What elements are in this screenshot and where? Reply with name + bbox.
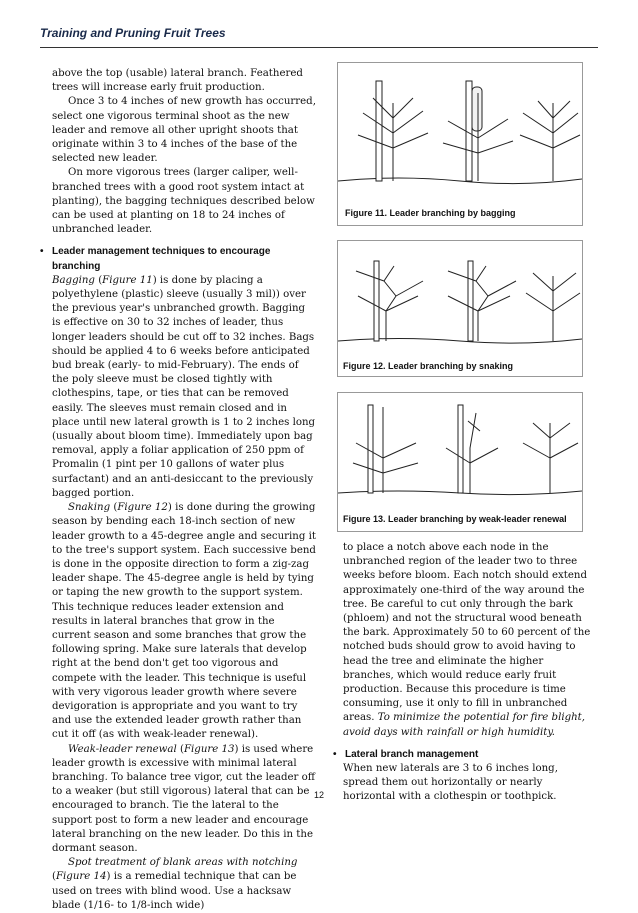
figure-13-illustration bbox=[338, 393, 582, 531]
bagging-text: is done by placing a polyethylene (plastic) sleeve (usually 3 mil)) over the previous year's unbranched growth. Bagging is effective on 30 to 32 inches of leader, thus longer leaders should be cut off to 32 inches. Bags should be applied 4 to 6 weeks before anticipated bud break (early- to mid-February). The ends of the poly sleeve must be closed tightly with clothespins, tape, or ties that can be removed easily. The sleeves must remain closed and in place until new lateral growth is 1 to 2 inches long (usually about bloom time). Immediately upon bag removal, apply a foliar application of 250 ppm of Promalin (1 pint per 10 gallons of water plus surfactant) and an anti-desiccant to the previously bagged portion. bbox=[52, 274, 316, 499]
bagging-term: Bagging bbox=[52, 274, 95, 286]
figure-11-illustration bbox=[338, 63, 582, 225]
figure-12-post-2 bbox=[468, 261, 473, 341]
running-header: Training and Pruning Fruit Trees bbox=[40, 26, 226, 40]
bullet-lateral-branch bbox=[333, 748, 591, 762]
figure-11-tree-2 bbox=[443, 93, 513, 181]
figure-12-tree-1 bbox=[356, 266, 423, 341]
bullet-leader-management bbox=[40, 245, 316, 273]
figure-13-tree-1 bbox=[353, 407, 418, 493]
header-rule bbox=[40, 47, 598, 48]
figure-13-tree-3 bbox=[523, 423, 578, 493]
figure-11-bag bbox=[472, 87, 482, 131]
figure-11-tree-3 bbox=[520, 101, 580, 181]
left-column bbox=[40, 67, 316, 913]
snaking-term: Snaking bbox=[68, 502, 111, 514]
spot-treatment-text: is a remedial technique that can be used on trees with blind wood. Use a hacksaw blade (1/16- to 1/8-inch wide) bbox=[52, 871, 297, 911]
figure-11-frame bbox=[337, 62, 583, 226]
page-number: 12 bbox=[313, 790, 324, 800]
paragraph-snaking: Snaking (Figure 12) is done during the growing season by bending each 18-inch section of new leader growth to a 45-degree angle and securing it to the tree's support system. Each successive bend is done in the opposite direction to form a zig-zag leader shape. The 45-degree angle is held by tying or taping the new growth to the support system. This technique reduces leader extension and results in lateral branches that grow in the current season and some branches that grow the following spring. Make sure laterals that develop right at the bend don't get too vigorous and compete with the leader. This technique is useful with very vigorous leader growth where severe devigoration is appropriate and you want to try and use the extended leader growth rather than cut it off (as with weak-leader renewal). bbox=[52, 502, 316, 741]
paragraph-notching bbox=[333, 541, 591, 740]
figure-11-post-2 bbox=[466, 81, 472, 181]
snaking-figure-ref: Figure 12 bbox=[117, 502, 168, 514]
notching-text: to place a notch above each node in the unbranched region of the leader two to three weeks before bloom. Each notch should extend approximately one-third of the way around the tree. Be careful to cut only through the bark (phloem) and not the structural wood beneath the bark. Approximately 50 to 60 percent of the notched buds should grow to avoid having to head the tree and eliminate the higher branches, which would reduce early fruit production. Because this procedure is time consuming, use it only to fill in unbranched areas. bbox=[343, 542, 591, 724]
figure-12-tree-2 bbox=[448, 266, 516, 341]
figure-12-post-1 bbox=[374, 261, 379, 341]
paragraph-weak-leader: Weak-leader renewal (Figure 13) is used where leader growth is excessive with minimal lateral branching. To balance tree vigor, cut the leader off to a weaker (but still vigorous) lateral that can be encouraged to branch. Tie the lateral to the support post to form a new leader and encourage lateral branching on the new leader. Do this in the dormant season. bbox=[52, 743, 316, 854]
figure-11-tree-1 bbox=[358, 98, 428, 181]
paragraph-lateral: When new laterals are 3 to 6 inches long, spread them out horizontally or nearly horizontal with a clothespin or toothpick. bbox=[343, 763, 558, 803]
figure-11-post-1 bbox=[376, 81, 382, 181]
spot-treatment-figure-ref: Figure 14 bbox=[55, 871, 107, 883]
paragraph-spot-treatment: Spot treatment of blank areas with notching (Figure 14) is a remedial technique that can be used on trees with blind wood. Use a hacksaw blade (1/16- to 1/8-inch wide) bbox=[52, 857, 298, 911]
figure-13-post-1 bbox=[368, 405, 373, 493]
spot-treatment-term: Spot treatment of blank areas with notching bbox=[68, 857, 298, 869]
weak-leader-text: is used where leader growth is excessive with minimal lateral branching. To balance tree vigor, cut the leader off to a weaker (but still vigorous) lateral that can be encouraged to branch. Tie the lateral to the support post to form a new leader and encourage lateral branching on the new leader. Do this in the dormant season. bbox=[52, 743, 316, 854]
bullet-leader-management-text: Leader management techniques to encourage branching bbox=[52, 246, 271, 272]
figure-11-caption: Figure 11. Leader branching by bagging bbox=[345, 208, 516, 218]
figure-13-post-2 bbox=[458, 405, 463, 493]
paragraph-bagging: Bagging (Figure 11) is done by placing a polyethylene (plastic) sleeve (usually 3 mil)) over the previous year's unbranched growth. Bagging is effective on 30 to 32 inches of leader, thus longer leaders should be cut off to 32 inches. Bags should be applied 4 to 6 weeks before anticipated bud break (early- to mid-February). The ends of the poly sleeve must be closed tightly with clothespins, tape, or ties that can be removed easily. The sleeves must remain closed and in place until new lateral growth is 1 to 2 inches long (usually about bloom time). Immediately upon bag removal, apply a foliar application of 250 ppm of Promalin (1 pint per 10 gallons of water plus surfactant) and an anti-desiccant to the previously bagged portion. bbox=[52, 274, 316, 499]
paragraph-terminal-shoot: Once 3 to 4 inches of new growth has occurred, select one vigorous terminal shoot as the new leader and remove all other upright shoots that originate within 3 to 4 inches of the base of the selected new leader. bbox=[52, 96, 316, 165]
figure-13-caption: Figure 13. Leader branching by weak-leader renewal bbox=[343, 514, 567, 524]
paragraph-vigorous-trees: On more vigorous trees (larger caliper, well-branched trees with a good root system intact at planting), the bagging techniques described below can be used at planting on 18 to 24 inches of unbranched leader. bbox=[52, 167, 315, 236]
paragraph-feathered: above the top (usable) lateral branch. Feathered trees will increase early fruit production. bbox=[52, 68, 303, 94]
figure-12-caption: Figure 12. Leader branching by snaking bbox=[343, 361, 514, 371]
figure-13-tree-2 bbox=[446, 413, 498, 493]
figure-11-ground bbox=[338, 178, 582, 184]
bullet-lateral-branch-text: Lateral branch management bbox=[345, 748, 479, 760]
fire-blight-note: To minimize the potential for fire blight, avoid days with rainfall or high humidity. bbox=[343, 712, 586, 738]
bagging-figure-ref: Figure 11 bbox=[102, 274, 153, 286]
figure-12-tree-3 bbox=[526, 273, 580, 341]
figure-13-frame bbox=[337, 392, 583, 532]
right-column bbox=[333, 541, 591, 805]
weak-leader-figure-ref: Figure 13 bbox=[183, 743, 235, 755]
figure-12-illustration bbox=[338, 241, 582, 376]
figure-12-frame bbox=[337, 240, 583, 377]
weak-leader-term: Weak-leader renewal bbox=[68, 743, 177, 755]
snaking-text: is done during the growing season by bending each 18-inch section of new leader growth to a 45-degree angle and securing it to the tree's support system. Each successive bend is done in the opposite direction to form a zig-zag leader shape. The 45-degree angle is held by tying or taping the new growth to the support system. This technique reduces leader extension and results in lateral branches that grow in the current season and some branches that grow the following spring. Make sure laterals that develop right at the bend don't get too vigorous and compete with the leader. This technique is useful with very vigorous leader growth where severe devigoration is appropriate and you want to try and use the extended leader growth rather than cut it off (as with weak-leader renewal). bbox=[52, 502, 316, 741]
